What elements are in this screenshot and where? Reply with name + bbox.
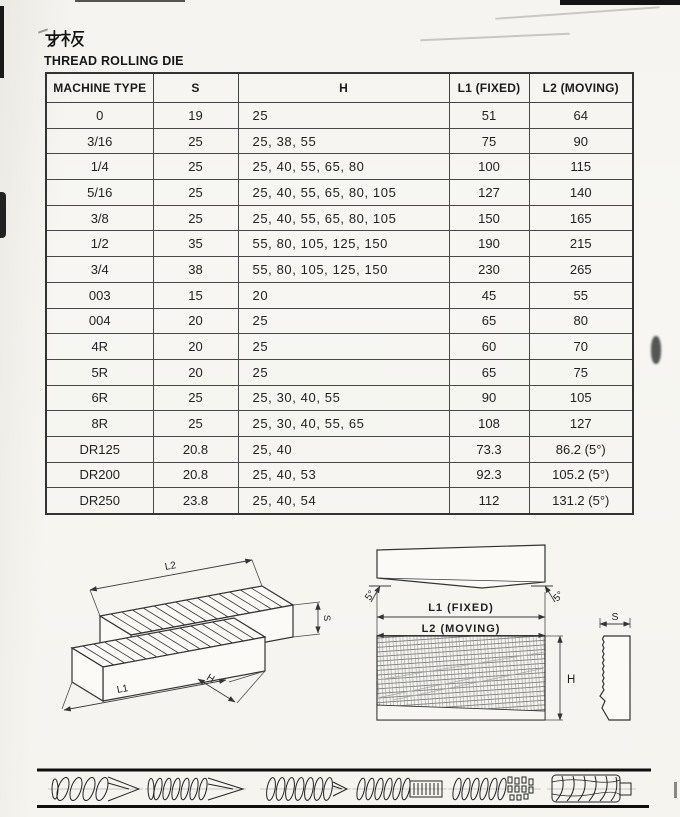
column-header: L1 (FIXED) xyxy=(449,73,529,103)
table-row xyxy=(46,128,633,154)
table-cell: 1/4 xyxy=(46,154,153,180)
table-cell: 20 xyxy=(153,334,238,360)
table-cell: 25 xyxy=(238,334,449,360)
table-cell: 20 xyxy=(153,359,238,385)
table-cell: 25, 40 xyxy=(238,436,449,462)
table-cell: 25 xyxy=(153,180,238,206)
cone-point-screw-icon xyxy=(145,778,246,801)
column-header: S xyxy=(153,73,238,103)
table-cell: 8R xyxy=(46,411,153,437)
table-cell: 25, 30, 40, 55 xyxy=(238,385,449,411)
dim-label-h: H xyxy=(567,674,576,686)
table-row xyxy=(46,103,633,129)
table-row xyxy=(46,436,633,462)
table-cell: 55, 80, 105, 125, 150 xyxy=(238,231,449,257)
table-cell: 25 xyxy=(153,205,238,231)
table-cell: 45 xyxy=(449,282,529,308)
table-cell: 165 xyxy=(529,205,633,231)
title-cjk-glyphs xyxy=(44,29,86,48)
table-cell: 190 xyxy=(449,231,529,257)
die-views-drawing xyxy=(363,540,653,740)
scan-streak xyxy=(420,33,570,42)
table-row xyxy=(46,334,633,360)
table-cell: 115 xyxy=(529,154,633,180)
table-cell: DR125 xyxy=(46,436,153,462)
spiral-fluted-blank-icon xyxy=(547,775,636,802)
table-cell: 25, 40, 53 xyxy=(238,462,449,488)
table-cell: 90 xyxy=(449,385,529,411)
dim-label-l2: L2 xyxy=(164,560,178,573)
page-title: THREAD ROLLING DIE xyxy=(44,54,184,68)
table-cell: 25, 38, 55 xyxy=(238,128,449,154)
table-row xyxy=(46,257,633,283)
table-cell: 3/8 xyxy=(46,205,153,231)
die-end-profile xyxy=(600,611,630,720)
table-cell: 112 xyxy=(449,488,529,514)
table-cell: 127 xyxy=(529,411,633,437)
table-cell: 51 xyxy=(449,103,529,129)
table-row xyxy=(46,154,633,180)
table-cell: 35 xyxy=(153,231,238,257)
title-block xyxy=(44,29,184,68)
scan-streak xyxy=(495,6,660,20)
die-front-view xyxy=(377,636,545,720)
screw-samples-strip xyxy=(33,760,658,815)
table-cell: 92.3 xyxy=(449,462,529,488)
table-cell: 23.8 xyxy=(153,488,238,514)
column-header: H xyxy=(238,73,449,103)
dim-label-l1: L1 xyxy=(116,683,130,696)
table-row xyxy=(46,462,633,488)
table-row xyxy=(46,308,633,334)
table-cell: DR250 xyxy=(46,488,153,514)
dim-label-h: H xyxy=(204,672,217,686)
table-cell: 25, 40, 55, 65, 80, 105 xyxy=(238,180,449,206)
table-cell: 15 xyxy=(153,282,238,308)
table-cell: 265 xyxy=(529,257,633,283)
table-cell: 25 xyxy=(153,385,238,411)
top-edge-scan-bar xyxy=(560,0,680,5)
left-edge-scan-mark xyxy=(0,6,4,78)
table-cell: 0 xyxy=(46,103,153,129)
gimlet-point-screw-icon xyxy=(260,777,351,801)
table-cell: 6R xyxy=(46,385,153,411)
table-cell: 131.2 (5°) xyxy=(529,488,633,514)
table-row xyxy=(46,205,633,231)
table-cell: 55 xyxy=(529,282,633,308)
table-cell: 70 xyxy=(529,334,633,360)
table-cell: DR200 xyxy=(46,462,153,488)
table-cell: 75 xyxy=(529,359,633,385)
table-cell: 25, 40, 55, 65, 80, 105 xyxy=(238,205,449,231)
table-cell: 25 xyxy=(153,411,238,437)
table-cell: 100 xyxy=(449,154,529,180)
table-cell: 90 xyxy=(529,128,633,154)
table-cell: 75 xyxy=(449,128,529,154)
table-cell: 5R xyxy=(46,359,153,385)
angle-label-left: 5° xyxy=(363,588,378,603)
table-cell: 80 xyxy=(529,308,633,334)
table-body xyxy=(46,103,633,515)
table-cell: 140 xyxy=(529,180,633,206)
top-edge-scan-line xyxy=(75,0,185,2)
reduced-pilot-thread-screw-icon xyxy=(352,778,447,801)
table-cell: 25, 40, 55, 65, 80 xyxy=(238,154,449,180)
table-row xyxy=(46,359,633,385)
table-cell: 19 xyxy=(153,103,238,129)
table-cell: 5/16 xyxy=(46,180,153,206)
table-cell: 20 xyxy=(153,308,238,334)
spec-table xyxy=(45,72,634,515)
table-row xyxy=(46,231,633,257)
angle-label-right: 5° xyxy=(551,589,567,605)
isometric-dies-drawing xyxy=(28,542,368,727)
dim-label-s: S xyxy=(321,614,332,622)
left-edge-scan-mark xyxy=(0,192,6,238)
table-row xyxy=(46,385,633,411)
table-cell: 38 xyxy=(153,257,238,283)
table-cell: 108 xyxy=(449,411,529,437)
table-cell: 55, 80, 105, 125, 150 xyxy=(238,257,449,283)
table-cell: 1/2 xyxy=(46,231,153,257)
table-cell: 25 xyxy=(238,308,449,334)
table-cell: 86.2 (5°) xyxy=(529,436,633,462)
table-cell: 73.3 xyxy=(449,436,529,462)
table-row xyxy=(46,411,633,437)
column-header: L2 (MOVING) xyxy=(529,73,633,103)
table-cell: 003 xyxy=(46,282,153,308)
table-cell: 64 xyxy=(529,103,633,129)
table-cell: 25 xyxy=(238,103,449,129)
table-cell: 215 xyxy=(529,231,633,257)
table-cell: 230 xyxy=(449,257,529,283)
table-cell: 105 xyxy=(529,385,633,411)
table-cell: 25, 40, 54 xyxy=(238,488,449,514)
table-cell: 127 xyxy=(449,180,529,206)
table-cell: 150 xyxy=(449,205,529,231)
table-cell: 25 xyxy=(238,359,449,385)
table-cell: 3/4 xyxy=(46,257,153,283)
dim-label-l2-moving: L2 (MOVING) xyxy=(421,623,501,635)
right-edge-scan-mark xyxy=(674,782,677,798)
table-cell: 25, 30, 40, 55, 65 xyxy=(238,411,449,437)
right-edge-smudge xyxy=(651,336,661,364)
dim-label-s: S xyxy=(611,611,619,623)
table-row xyxy=(46,282,633,308)
table-cell: 65 xyxy=(449,359,529,385)
knurled-point-screw-icon xyxy=(448,777,541,800)
table-cell: 3/16 xyxy=(46,128,153,154)
table-row xyxy=(46,488,633,514)
table-cell: 65 xyxy=(449,308,529,334)
table-cell: 25 xyxy=(153,154,238,180)
table-header-row xyxy=(46,73,633,103)
table-cell: 20.8 xyxy=(153,462,238,488)
table-cell: 20.8 xyxy=(153,436,238,462)
table-cell: 20 xyxy=(238,282,449,308)
dim-label-l1-fixed: L1 (FIXED) xyxy=(428,602,494,614)
table-cell: 105.2 (5°) xyxy=(529,462,633,488)
table-cell: 25 xyxy=(153,128,238,154)
title-cjk-text xyxy=(86,29,87,30)
table-cell: 60 xyxy=(449,334,529,360)
table-cell: 4R xyxy=(46,334,153,360)
coarse-thread-screw-icon xyxy=(48,776,143,802)
die-side-view xyxy=(363,545,566,604)
table-cell: 004 xyxy=(46,308,153,334)
column-header: MACHINE TYPE xyxy=(46,73,153,103)
table-row xyxy=(46,180,633,206)
